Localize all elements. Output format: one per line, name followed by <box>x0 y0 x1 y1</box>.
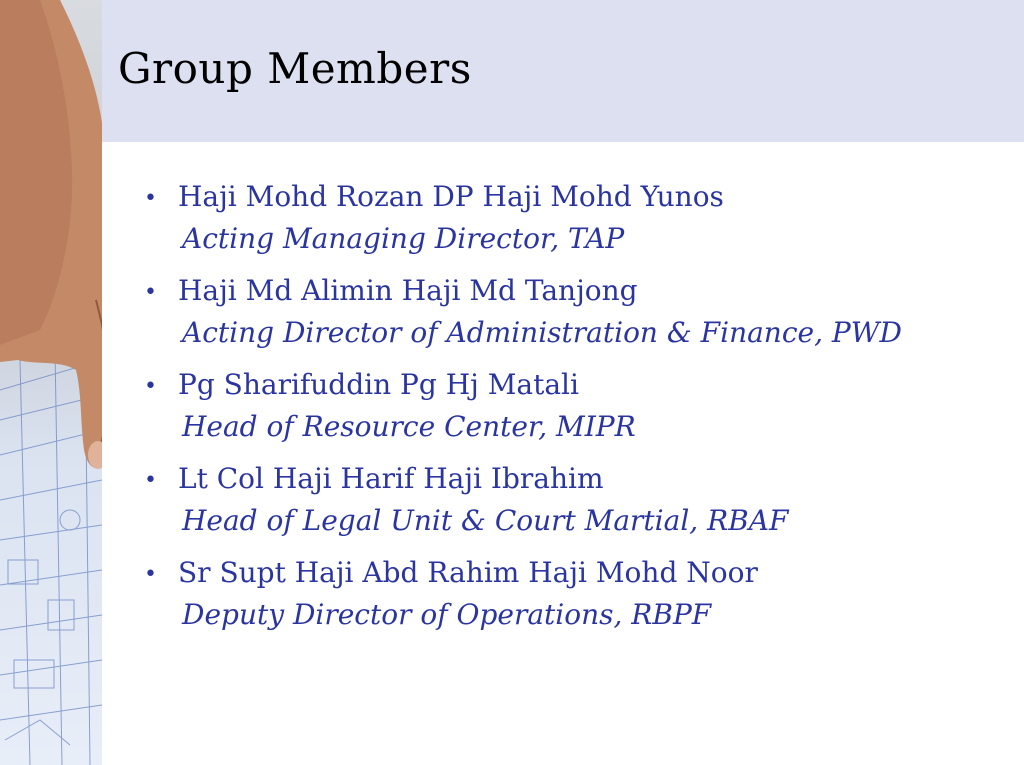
list-item <box>140 364 1010 448</box>
hand-blueprint-illustration <box>0 0 102 765</box>
member-list <box>140 176 1010 646</box>
list-item <box>140 458 1010 542</box>
member-name: Lt Col Haji Harif Haji Ibrahim <box>178 462 604 495</box>
slide-title: Group Members <box>118 44 472 93</box>
bullet-icon: • <box>144 374 157 399</box>
bullet-icon: • <box>144 468 157 493</box>
member-role: Deputy Director of Operations, RBPF <box>182 598 712 631</box>
member-name: Haji Mohd Rozan DP Haji Mohd Yunos <box>178 180 724 213</box>
bullet-icon: • <box>144 186 157 211</box>
list-item <box>140 552 1010 636</box>
bullet-icon: • <box>144 280 157 305</box>
bullet-icon: • <box>144 562 157 587</box>
member-name: Haji Md Alimin Haji Md Tanjong <box>178 274 638 307</box>
member-role: Acting Director of Administration & Finance, PWD <box>182 316 902 349</box>
list-item <box>140 270 1010 354</box>
hand-blueprint-photo <box>0 0 102 765</box>
member-name: Pg Sharifuddin Pg Hj Matali <box>178 368 579 401</box>
member-role: Acting Managing Director, TAP <box>182 222 625 255</box>
member-name: Sr Supt Haji Abd Rahim Haji Mohd Noor <box>178 556 758 589</box>
member-role: Head of Legal Unit & Court Martial, RBAF <box>182 504 789 537</box>
member-role: Head of Resource Center, MIPR <box>182 410 636 443</box>
list-item <box>140 176 1010 260</box>
